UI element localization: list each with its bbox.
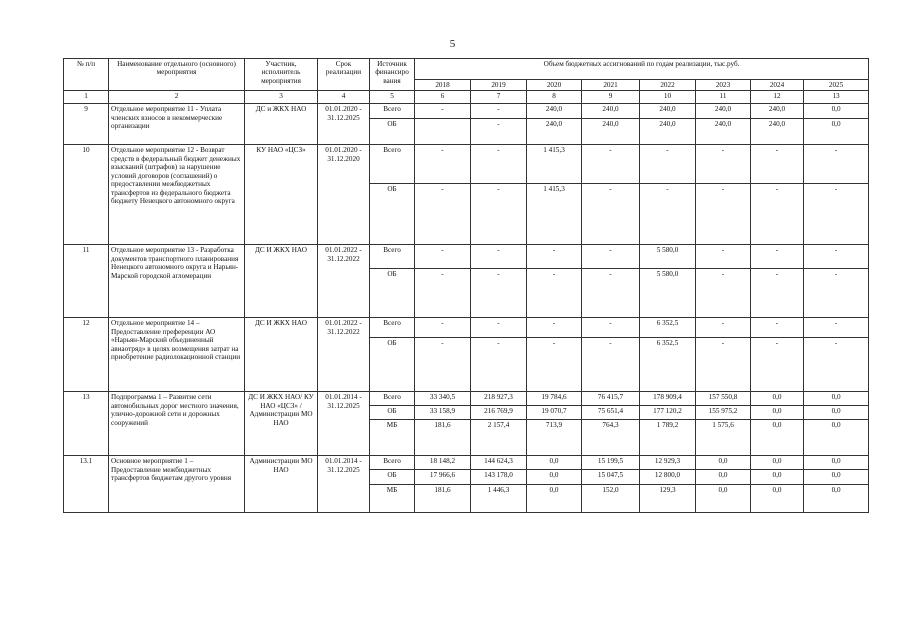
row-number: 12 [64, 318, 109, 392]
amount-cell: - [471, 104, 527, 119]
amount-cell: 143 178,0 [471, 470, 527, 485]
amount-cell: 0,0 [804, 420, 869, 456]
amount-cell: 240,0 [527, 119, 582, 145]
row-number: 13 [64, 392, 109, 456]
amount-cell: 240,0 [751, 104, 804, 119]
amount-cell: 76 415,7 [582, 392, 640, 406]
amount-cell: - [751, 145, 804, 184]
amount-cell: - [582, 318, 640, 338]
year-header: 2020 [527, 80, 582, 91]
header-source: Источник финансиро вания [370, 59, 415, 91]
measure-participant: КУ НАО «ЦСЗ» [245, 145, 318, 245]
amount-cell: 0,0 [751, 406, 804, 420]
amount-cell: 1 415,3 [527, 145, 582, 184]
amount-cell: 0,0 [804, 104, 869, 119]
amount-cell: - [415, 318, 471, 338]
amount-cell: 713,9 [527, 420, 582, 456]
funding-source: Всего [370, 392, 415, 406]
measure-name: Подпрограмма 1 – Развитие сети автомобильных дорог местного значения, улично-дорожной сети и дорожных сооружений [109, 392, 245, 456]
funding-source: Всего [370, 456, 415, 470]
amount-cell: - [415, 338, 471, 392]
amount-cell: 178 909,4 [640, 392, 696, 406]
amount-cell: 0,0 [696, 470, 751, 485]
amount-cell: 1 415,3 [527, 184, 582, 245]
amount-cell: 240,0 [640, 104, 696, 119]
amount-cell: 181,6 [415, 420, 471, 456]
table-row [64, 456, 869, 470]
funding-source: ОБ [370, 119, 415, 145]
amount-cell: - [804, 269, 869, 318]
amount-cell: - [804, 145, 869, 184]
amount-cell: - [696, 269, 751, 318]
amount-cell: 155 975,2 [696, 406, 751, 420]
amount-cell: - [804, 245, 869, 269]
header-name: Наименование отдельного (основного) мероприятия [109, 59, 245, 91]
amount-cell: - [696, 145, 751, 184]
amount-cell: - [582, 245, 640, 269]
measure-period: 01.01.2014 - 31.12.2025 [318, 392, 370, 456]
amount-cell: - [471, 338, 527, 392]
column-number: 3 [245, 91, 318, 104]
column-number: 7 [471, 91, 527, 104]
amount-cell: 240,0 [751, 119, 804, 145]
table-row [64, 245, 869, 269]
measure-participant: ДС И ЖКХ НАО [245, 245, 318, 318]
measure-name: Основное мероприятие 1 – Предоставление межбюджетных трансфертов бюджетам другого уровня [109, 456, 245, 513]
column-number: 12 [751, 91, 804, 104]
amount-cell: 1 446,3 [471, 485, 527, 513]
measure-participant: Администрации МО НАО [245, 456, 318, 513]
year-header: 2025 [804, 80, 869, 91]
amount-cell: 0,0 [696, 485, 751, 513]
measure-name: Отдельное мероприятие 12 - Возврат средств в федеральный бюджет денежных взысканий (штрафов) за нарушение условий договоров (соглашений) о предоставлении межбюджетных трансфертов из федерального бюджета бюджету Ненецкого автономного округа [109, 145, 245, 245]
column-number: 5 [370, 91, 415, 104]
measure-period: 01.01.2020 - 31.12.2020 [318, 145, 370, 245]
amount-cell: - [751, 184, 804, 245]
funding-source: Всего [370, 318, 415, 338]
year-header: 2018 [415, 80, 471, 91]
amount-cell: 15 199,5 [582, 456, 640, 470]
amount-cell: 0,0 [804, 485, 869, 513]
amount-cell: - [751, 245, 804, 269]
amount-cell: 0,0 [751, 456, 804, 470]
amount-cell: - [804, 318, 869, 338]
amount-cell: 1 575,6 [696, 420, 751, 456]
column-number: 6 [415, 91, 471, 104]
amount-cell: 0,0 [804, 470, 869, 485]
amount-cell: - [696, 318, 751, 338]
amount-cell [415, 119, 471, 145]
amount-cell: 19 070,7 [527, 406, 582, 420]
amount-cell: - [640, 184, 696, 245]
amount-cell: 240,0 [527, 104, 582, 119]
amount-cell: 19 784,6 [527, 392, 582, 406]
column-number: 2 [109, 91, 245, 104]
amount-cell: - [582, 338, 640, 392]
amount-cell: - [527, 338, 582, 392]
amount-cell: - [471, 145, 527, 184]
amount-cell: - [415, 184, 471, 245]
amount-cell: - [751, 338, 804, 392]
year-header: 2024 [751, 80, 804, 91]
amount-cell: 240,0 [582, 119, 640, 145]
amount-cell: - [471, 269, 527, 318]
amount-cell: 0,0 [527, 470, 582, 485]
header-participant: Участник, исполнитель мероприятия [245, 59, 318, 91]
measure-participant: ДС И ЖКХ НАО/ КУ НАО «ЦСЗ» / Администрации МО НАО [245, 392, 318, 456]
amount-cell: 12 929,3 [640, 456, 696, 470]
column-number: 10 [640, 91, 696, 104]
row-number: 9 [64, 104, 109, 145]
amount-cell: 6 352,5 [640, 338, 696, 392]
amount-cell: 5 580,0 [640, 245, 696, 269]
amount-cell: - [804, 184, 869, 245]
amount-cell: 240,0 [582, 104, 640, 119]
funding-source: Всего [370, 245, 415, 269]
table-row [64, 145, 869, 184]
header-row [64, 59, 869, 80]
amount-cell: 15 047,5 [582, 470, 640, 485]
measure-name: Отдельное мероприятие 14 – Предоставление преференции АО «Нарьян-Марский объединенный авиаотряд» в целях возмещения затрат на приобретение радиолокационной станции [109, 318, 245, 392]
funding-source: МБ [370, 485, 415, 513]
funding-source: ОБ [370, 470, 415, 485]
amount-cell: - [751, 318, 804, 338]
budget-table [63, 58, 869, 513]
page-number: 5 [449, 38, 456, 50]
column-number: 13 [804, 91, 869, 104]
table-row [64, 392, 869, 406]
amount-cell: - [471, 245, 527, 269]
amount-cell: - [582, 145, 640, 184]
funding-source: ОБ [370, 184, 415, 245]
amount-cell: 18 148,2 [415, 456, 471, 470]
amount-cell: - [415, 145, 471, 184]
amount-cell: 129,3 [640, 485, 696, 513]
amount-cell: 0,0 [527, 456, 582, 470]
amount-cell: 0,0 [696, 456, 751, 470]
amount-cell: 1 789,2 [640, 420, 696, 456]
amount-cell: - [471, 184, 527, 245]
amount-cell: - [804, 338, 869, 392]
amount-cell: 0,0 [751, 470, 804, 485]
measure-participant: ДС и ЖКХ НАО [245, 104, 318, 145]
amount-cell: - [582, 184, 640, 245]
year-header: 2023 [696, 80, 751, 91]
amount-cell: 218 927,3 [471, 392, 527, 406]
amount-cell: 17 966,6 [415, 470, 471, 485]
amount-cell: 5 580,0 [640, 269, 696, 318]
amount-cell: - [582, 269, 640, 318]
measure-period: 01.01.2014 - 31.12.2025 [318, 456, 370, 513]
amount-cell: - [415, 245, 471, 269]
year-header: 2022 [640, 80, 696, 91]
column-number: 11 [696, 91, 751, 104]
measure-period: 01.01.2020 - 31.12.2025 [318, 104, 370, 145]
measure-name: Отдельное мероприятие 11 - Уплата членских взносов в некоммерческие организации [109, 104, 245, 145]
amount-cell: 216 769,9 [471, 406, 527, 420]
amount-cell: - [696, 184, 751, 245]
amount-cell: 0,0 [751, 420, 804, 456]
amount-cell: 0,0 [751, 485, 804, 513]
measure-participant: ДС И ЖКХ НАО [245, 318, 318, 392]
amount-cell: 0,0 [751, 392, 804, 406]
amount-cell: 33 158,9 [415, 406, 471, 420]
header-period: Срок реализации [318, 59, 370, 91]
funding-source: Всего [370, 104, 415, 119]
funding-source: ОБ [370, 338, 415, 392]
amount-cell: 240,0 [640, 119, 696, 145]
amount-cell: - [527, 269, 582, 318]
amount-cell: - [415, 104, 471, 119]
amount-cell: 0,0 [804, 456, 869, 470]
amount-cell: 144 624,3 [471, 456, 527, 470]
year-header: 2021 [582, 80, 640, 91]
amount-cell: 33 340,5 [415, 392, 471, 406]
column-number: 4 [318, 91, 370, 104]
funding-source: ОБ [370, 269, 415, 318]
amount-cell: 0,0 [804, 406, 869, 420]
amount-cell: - [696, 338, 751, 392]
amount-cell: - [471, 318, 527, 338]
amount-cell: - [471, 119, 527, 145]
measure-period: 01.01.2022 - 31.12.2022 [318, 245, 370, 318]
amount-cell: - [696, 245, 751, 269]
funding-source: Всего [370, 145, 415, 184]
row-number: 10 [64, 145, 109, 245]
amount-cell: 75 651,4 [582, 406, 640, 420]
column-number: 8 [527, 91, 582, 104]
amount-cell: 0,0 [804, 392, 869, 406]
table-row [64, 104, 869, 119]
column-number: 9 [582, 91, 640, 104]
amount-cell: 181,6 [415, 485, 471, 513]
amount-cell: 157 550,8 [696, 392, 751, 406]
amount-cell: 12 800,0 [640, 470, 696, 485]
amount-cell: 764,3 [582, 420, 640, 456]
amount-cell: - [527, 318, 582, 338]
amount-cell: - [415, 269, 471, 318]
amount-cell: - [527, 245, 582, 269]
funding-source: ОБ [370, 406, 415, 420]
amount-cell: 0,0 [527, 485, 582, 513]
column-number: 1 [64, 91, 109, 104]
funding-source: МБ [370, 420, 415, 456]
amount-cell: 240,0 [696, 119, 751, 145]
table-row [64, 318, 869, 338]
amount-cell: 177 120,2 [640, 406, 696, 420]
amount-cell: 152,0 [582, 485, 640, 513]
amount-cell: - [640, 145, 696, 184]
amount-cell: 240,0 [696, 104, 751, 119]
column-numbers-row [64, 91, 869, 104]
measure-period: 01.01.2022 - 31.12.2022 [318, 318, 370, 392]
amount-cell: - [751, 269, 804, 318]
header-num: № п/п [64, 59, 109, 91]
measure-name: Отдельное мероприятие 13 - Разработка документов транспортного планирования Ненецкого автономного округа и Нарьян-Марской городской агломерации [109, 245, 245, 318]
header-volume: Объем бюджетных ассигнований по годам реализации, тыс.руб. [415, 59, 869, 80]
amount-cell: 0,0 [804, 119, 869, 145]
year-header: 2019 [471, 80, 527, 91]
amount-cell: 6 352,5 [640, 318, 696, 338]
row-number: 11 [64, 245, 109, 318]
row-number: 13.1 [64, 456, 109, 513]
amount-cell: 2 157,4 [471, 420, 527, 456]
